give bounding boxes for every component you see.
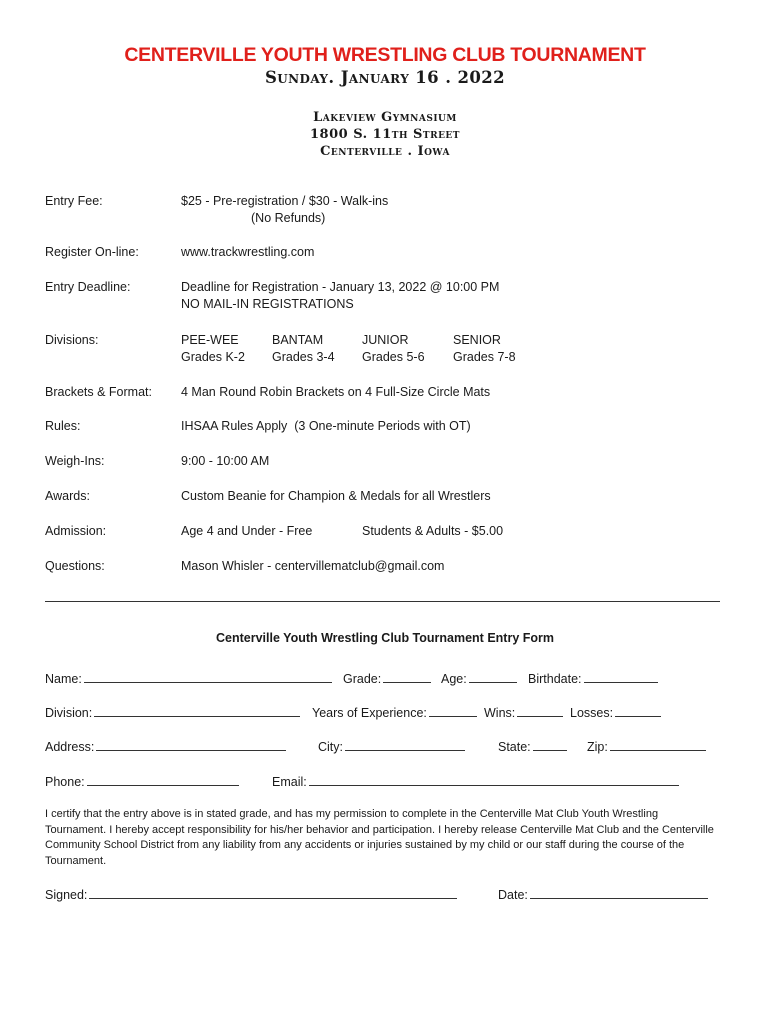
division-name: SENIOR: [453, 333, 501, 347]
birthdate-label: Birthdate:: [528, 672, 582, 686]
state-field[interactable]: [498, 738, 567, 754]
email-input-line[interactable]: [309, 773, 679, 786]
address-input-line[interactable]: [96, 738, 286, 751]
wins-input-line[interactable]: [517, 704, 563, 717]
zip-input-line[interactable]: [610, 738, 706, 751]
name-input-line[interactable]: [84, 670, 332, 683]
phone-input-line[interactable]: [87, 773, 239, 786]
experience-input-line[interactable]: [429, 704, 477, 717]
weighins-value: 9:00 - 10:00 AM: [181, 454, 270, 468]
city-label: City:: [318, 740, 343, 754]
zip-label: Zip:: [587, 740, 608, 754]
date-input-line[interactable]: [530, 886, 708, 899]
division-name: PEE-WEE: [181, 333, 239, 347]
entry-fee-note: (No Refunds): [251, 211, 326, 225]
division-grades: Grades 7-8: [453, 350, 516, 364]
state-input-line[interactable]: [533, 738, 567, 751]
weighins-label: Weigh-Ins:: [45, 454, 105, 468]
birthdate-input-line[interactable]: [584, 670, 658, 683]
grade-label: Grade:: [343, 672, 382, 686]
division-grades: Grades 5-6: [362, 350, 425, 364]
name-field[interactable]: [45, 670, 332, 686]
email-field[interactable]: [272, 773, 679, 789]
certification-statement: I certify that the entry above is in stated grade, and has my permission to complete in the Centerville Mat Club Youth Wrestling Tournament. I hereby accept responsibility for his/her behavior and participation. I hereby release Centerville Mat Club and the Centerville Community School District from any liability from any accidents or injuries sustained by my child or our staff during the course of the Tournament.: [45, 808, 714, 867]
signed-label: Signed:: [45, 888, 88, 902]
date-field[interactable]: [498, 886, 708, 902]
division-name: JUNIOR: [362, 333, 409, 347]
losses-input-line[interactable]: [615, 704, 661, 717]
email-label: Email:: [272, 775, 307, 789]
brackets-value: 4 Man Round Robin Brackets on 4 Full-Size Circle Mats: [181, 385, 491, 399]
losses-field[interactable]: [570, 704, 661, 720]
questions-label: Questions:: [45, 559, 105, 573]
age-input-line[interactable]: [469, 670, 517, 683]
admission-label: Admission:: [45, 524, 107, 538]
address-label: Address:: [45, 740, 95, 754]
name-label: Name:: [45, 672, 82, 686]
brackets-label: Brackets & Format:: [45, 385, 152, 399]
division-label: Division:: [45, 706, 93, 720]
division-name: BANTAM: [272, 333, 324, 347]
state-label: State:: [498, 740, 531, 754]
signature-input-line[interactable]: [89, 886, 457, 899]
venue-name: Lakeview Gymnasium: [313, 110, 457, 125]
awards-value: Custom Beanie for Champion & Medals for all Wrestlers: [181, 489, 491, 503]
admission-adult-price: Students & Adults - $5.00: [362, 524, 504, 538]
deadline-note: NO MAIL-IN REGISTRATIONS: [181, 297, 354, 311]
grade-input-line[interactable]: [383, 670, 431, 683]
awards-label: Awards:: [45, 489, 90, 503]
phone-label: Phone:: [45, 775, 85, 789]
entry-fee-value: $25 - Pre-registration / $30 - Walk-ins: [181, 194, 389, 208]
wins-field[interactable]: [484, 704, 563, 720]
entry-form-title: Centerville Youth Wrestling Club Tournament Entry Form: [216, 631, 554, 645]
venue-city: Centerville . Iowa: [320, 144, 450, 159]
phone-field[interactable]: [45, 773, 239, 789]
questions-contact: Mason Whisler - centervillematclub@gmail.com: [181, 559, 445, 573]
admission-child-price: Age 4 and Under - Free: [181, 524, 313, 538]
tournament-title: CENTERVILLE YOUTH WRESTLING CLUB TOURNAMENT: [124, 44, 646, 66]
venue-street: 1800 S. 11th Street: [310, 127, 460, 142]
entry-fee-label: Entry Fee:: [45, 194, 103, 208]
division-field[interactable]: [45, 704, 300, 720]
rules-label: Rules:: [45, 419, 81, 433]
rules-value: IHSAA Rules Apply (3 One-minute Periods with OT): [181, 419, 471, 433]
grade-field[interactable]: [343, 670, 431, 686]
tournament-date: Sunday. January 16 . 2022: [264, 68, 506, 87]
register-label: Register On-line:: [45, 245, 139, 259]
signature-field[interactable]: [45, 886, 457, 902]
division-input-line[interactable]: [94, 704, 300, 717]
zip-field[interactable]: [587, 738, 706, 754]
deadline-value: Deadline for Registration - January 13, 2022 @ 10:00 PM: [181, 280, 500, 294]
birthdate-field[interactable]: [528, 670, 658, 686]
age-label: Age:: [441, 672, 467, 686]
deadline-label: Entry Deadline:: [45, 280, 131, 294]
division-grades: Grades 3-4: [272, 350, 335, 364]
age-field[interactable]: [441, 670, 517, 686]
experience-field[interactable]: [312, 704, 477, 720]
wins-label: Wins:: [484, 706, 516, 720]
division-grades: Grades K-2: [181, 350, 245, 364]
city-field[interactable]: [318, 738, 465, 754]
address-field[interactable]: [45, 738, 286, 754]
city-input-line[interactable]: [345, 738, 465, 751]
divisions-label: Divisions:: [45, 333, 99, 347]
date-label: Date:: [498, 888, 528, 902]
experience-label: Years of Experience:: [312, 706, 427, 720]
losses-label: Losses:: [570, 706, 614, 720]
section-divider: [45, 601, 720, 602]
register-link[interactable]: www.trackwrestling.com: [181, 245, 315, 259]
